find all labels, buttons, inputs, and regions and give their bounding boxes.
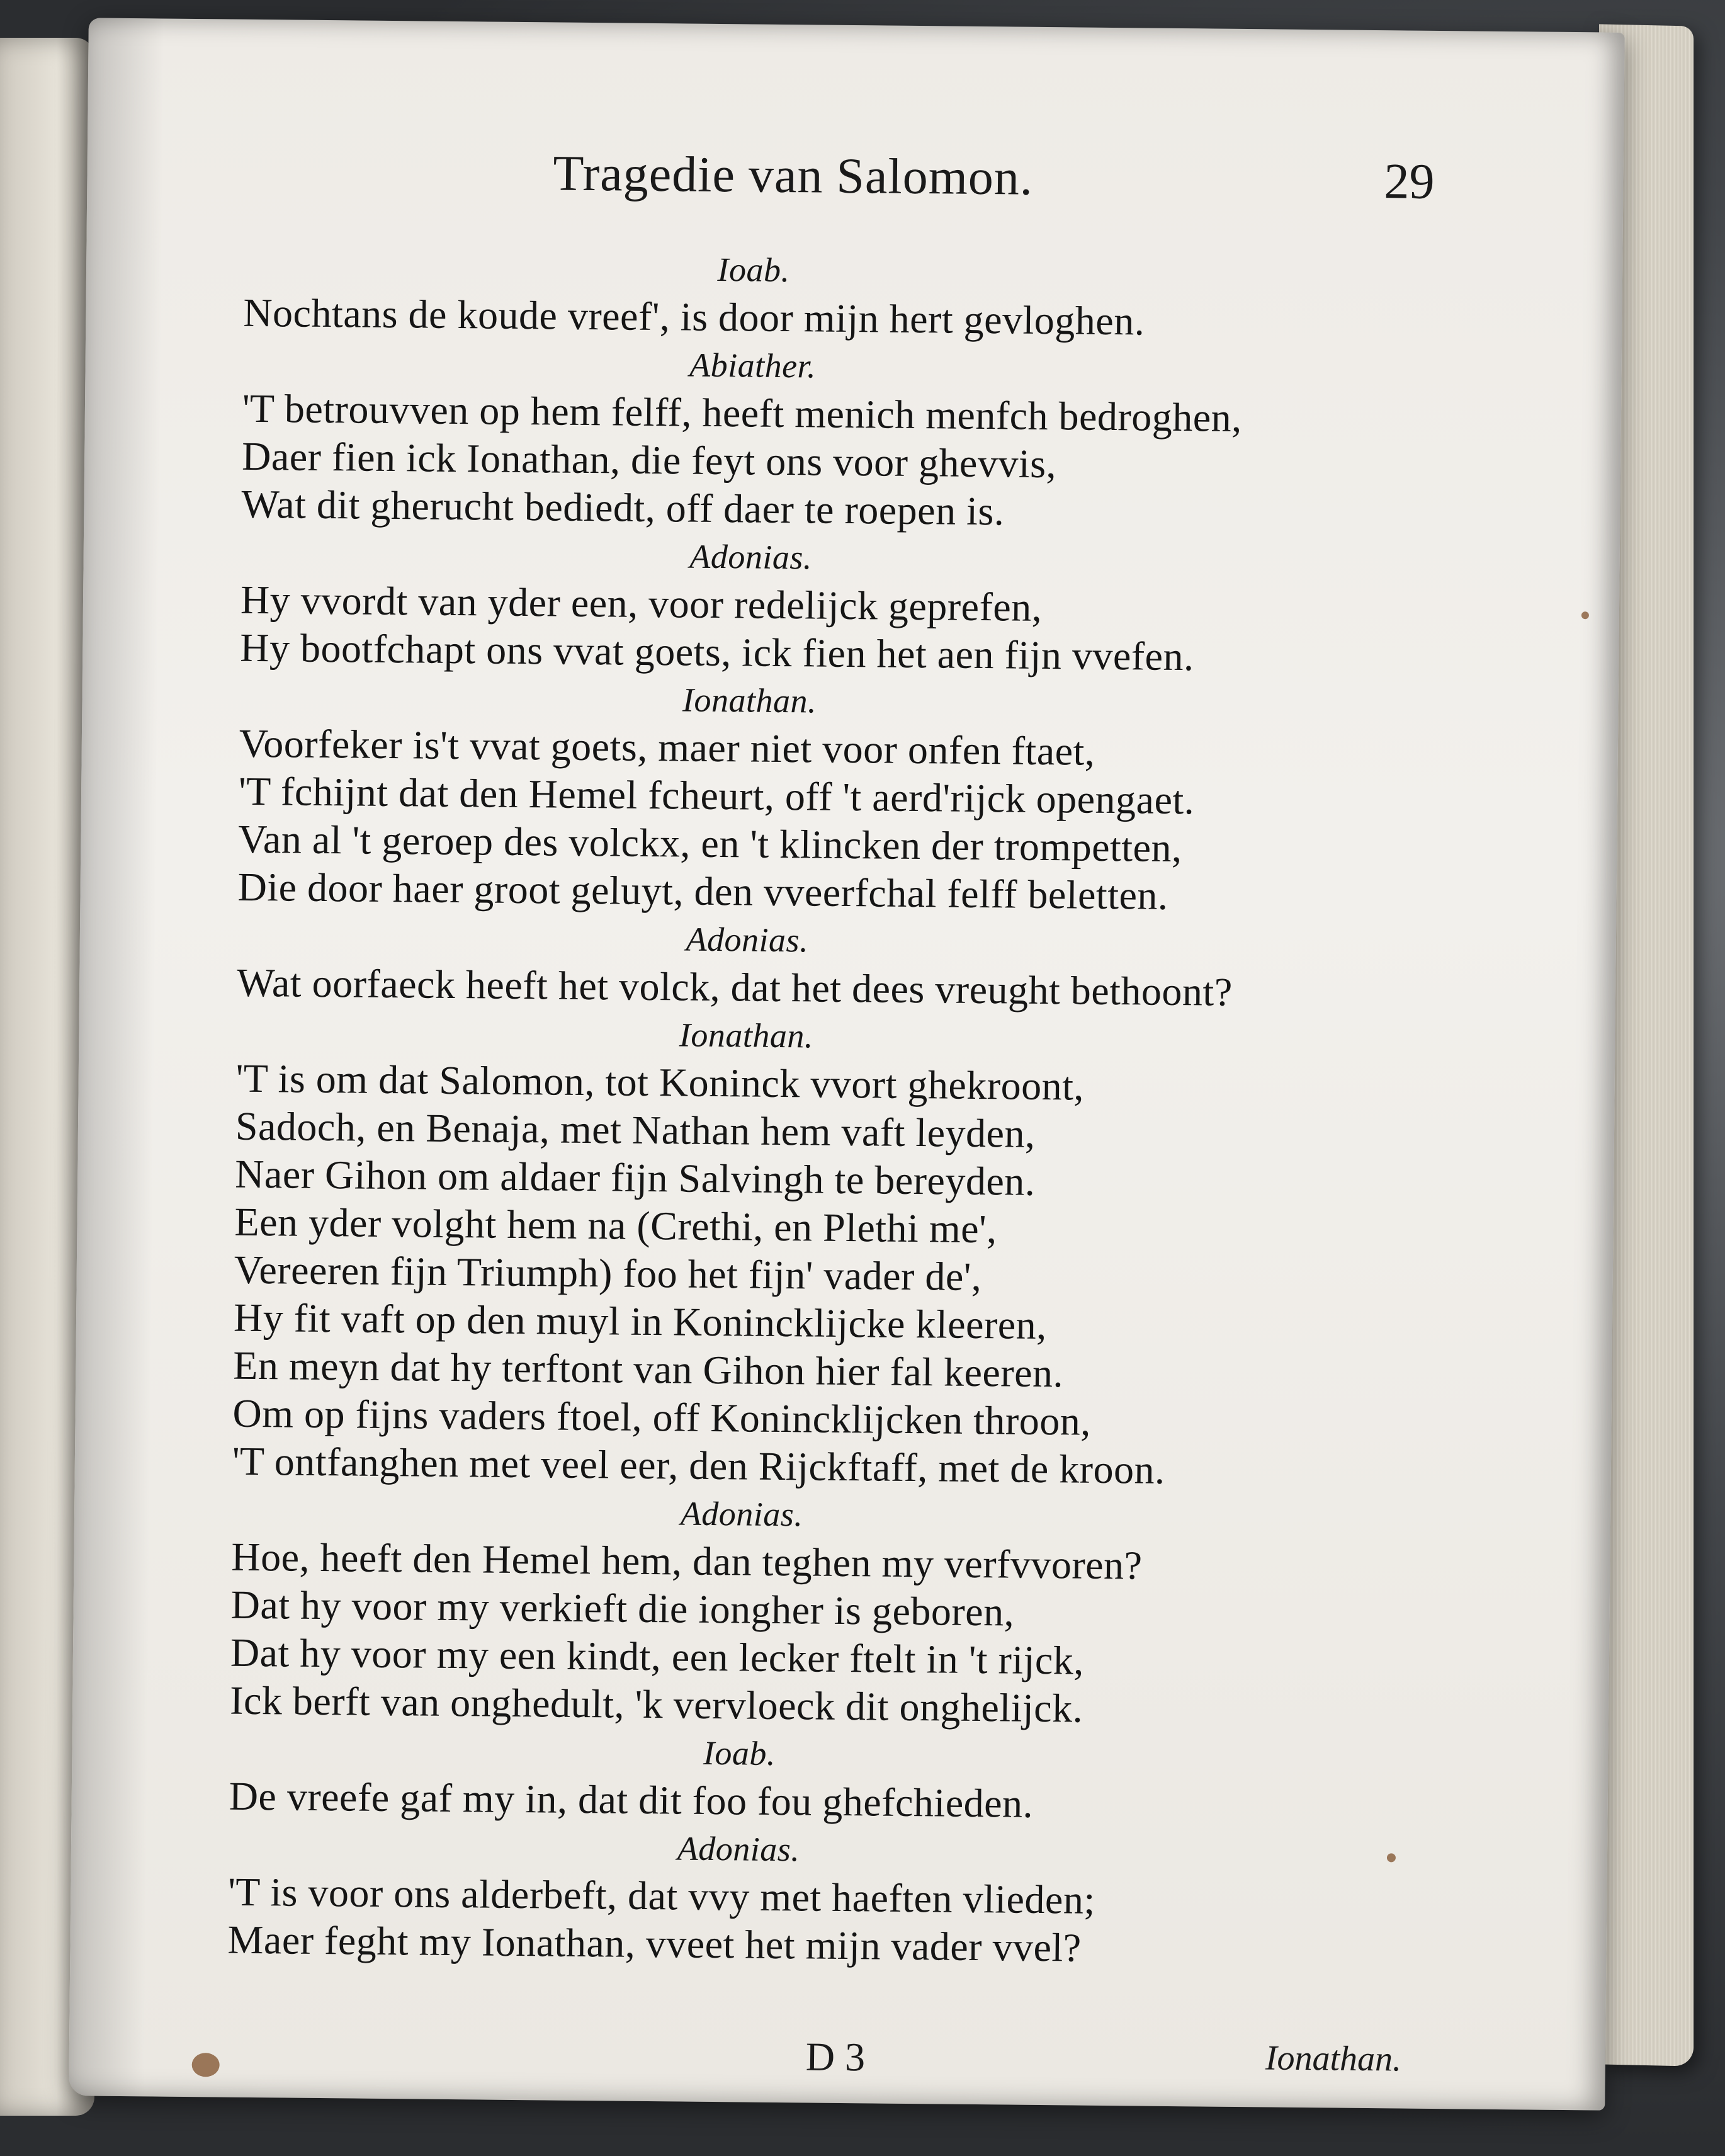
verse-line: De vreefe gaf my in, dat dit foo fou ghefchieden. bbox=[229, 1773, 1034, 1826]
speaker-name: Adonias. bbox=[677, 1829, 800, 1869]
speaker-name: Ioab. bbox=[703, 1733, 776, 1773]
foxing-spot bbox=[192, 2053, 220, 2077]
page-number: 29 bbox=[1384, 154, 1435, 210]
book-page bbox=[69, 18, 1625, 2110]
verse-line: Een yder volght hem na (Crethi, en Plethi me', bbox=[234, 1199, 997, 1252]
verse-line: Om op fijns vaders ftoel, off Konincklijcken throon, bbox=[232, 1390, 1092, 1444]
verse-line: Hy vvordt van yder een, voor redelijck geprefen, bbox=[240, 577, 1043, 630]
foxing-spot bbox=[1387, 1853, 1396, 1862]
verse-line: Hy bootfchapt ons vvat goets, ick fien het aen fijn vvefen. bbox=[239, 625, 1194, 679]
speaker-name: Abiather. bbox=[689, 346, 817, 385]
verse-line: Die door haer groot geluyt, den vveerfchal felff beletten. bbox=[237, 864, 1168, 918]
speaker-name: Adonias. bbox=[689, 537, 813, 577]
verse-line: Daer fien ick Ionathan, die feyt ons voor ghevvis, bbox=[241, 433, 1057, 487]
page-footer bbox=[69, 2026, 1606, 2091]
verse-line: Ick berft van onghedult, 'k vervloeck dit onghelijck. bbox=[229, 1677, 1083, 1731]
verse-line: Hoe, heeft den Hemel hem, dan teghen my verfvvoren? bbox=[231, 1534, 1143, 1588]
speaker-name: Ionathan. bbox=[682, 681, 817, 720]
verse-line: 'T ontfanghen met veel eer, den Rijckftaff, met de kroon. bbox=[232, 1438, 1165, 1492]
running-title: Tragedie van Salomon. bbox=[553, 145, 1034, 206]
speaker-name: Adonias. bbox=[680, 1494, 803, 1534]
page-header bbox=[87, 140, 1624, 224]
verse-line: Dat hy voor my een kindt, een lecker ftelt in 't rijck, bbox=[230, 1630, 1085, 1683]
verse-line: Hy fit vaft op den muyl in Konincklijcke kleeren, bbox=[233, 1295, 1048, 1348]
verse-line: Dat hy voor my verkieft die iongher is geboren, bbox=[230, 1582, 1015, 1635]
verse-line: 'T fchijnt dat den Hemel fcheurt, off 't aerd'rijck opengaet. bbox=[238, 768, 1195, 823]
signature-mark: D 3 bbox=[805, 2034, 866, 2080]
verse-line: 'T is om dat Salomon, tot Koninck vvort ghekroont, bbox=[235, 1055, 1085, 1109]
catchword: Ionathan. bbox=[1265, 2038, 1402, 2079]
verse-line: Naer Gihon om aldaer fijn Salvingh te bereyden. bbox=[234, 1151, 1036, 1204]
speaker-name: Adonias. bbox=[686, 920, 809, 960]
verse-line: Voorfeker is't vvat goets, maer niet voor onfen ftaet, bbox=[239, 720, 1095, 774]
verse-line: Wat oorfaeck heeft het volck, dat het dees vreught bethoont? bbox=[236, 960, 1233, 1014]
verse-line: En meyn dat hy terftont van Gihon hier fal keeren. bbox=[233, 1342, 1064, 1396]
text-block bbox=[164, 241, 1503, 1976]
verse-line: Wat dit gherucht bediedt, off daer te roepen is. bbox=[241, 481, 1005, 534]
verse-line: Vereeren fijn Triumph) foo het fijn' vader de', bbox=[234, 1247, 982, 1300]
verse-line: 'T is voor ons alderbeft, dat vvy met haeften vlieden; bbox=[227, 1869, 1096, 1922]
speaker-name: Ioab. bbox=[717, 250, 790, 290]
speaker-name: Ionathan. bbox=[679, 1016, 814, 1055]
verse-line: 'T betrouvven op hem felff, heeft menich menfch bedroghen, bbox=[242, 385, 1243, 440]
verse-line: Maer feght my Ionathan, vveet het mijn vader vvel? bbox=[227, 1917, 1082, 1970]
foxing-spot bbox=[1581, 611, 1589, 619]
verse-line: Nochtans de koude vreef', is door mijn hert gevloghen. bbox=[243, 290, 1145, 344]
verse-line: Van al 't geroep des volckx, en 't klincken der trompetten, bbox=[238, 816, 1182, 871]
verse-line: Sadoch, en Benaja, met Nathan hem vaft leyden, bbox=[235, 1103, 1036, 1156]
